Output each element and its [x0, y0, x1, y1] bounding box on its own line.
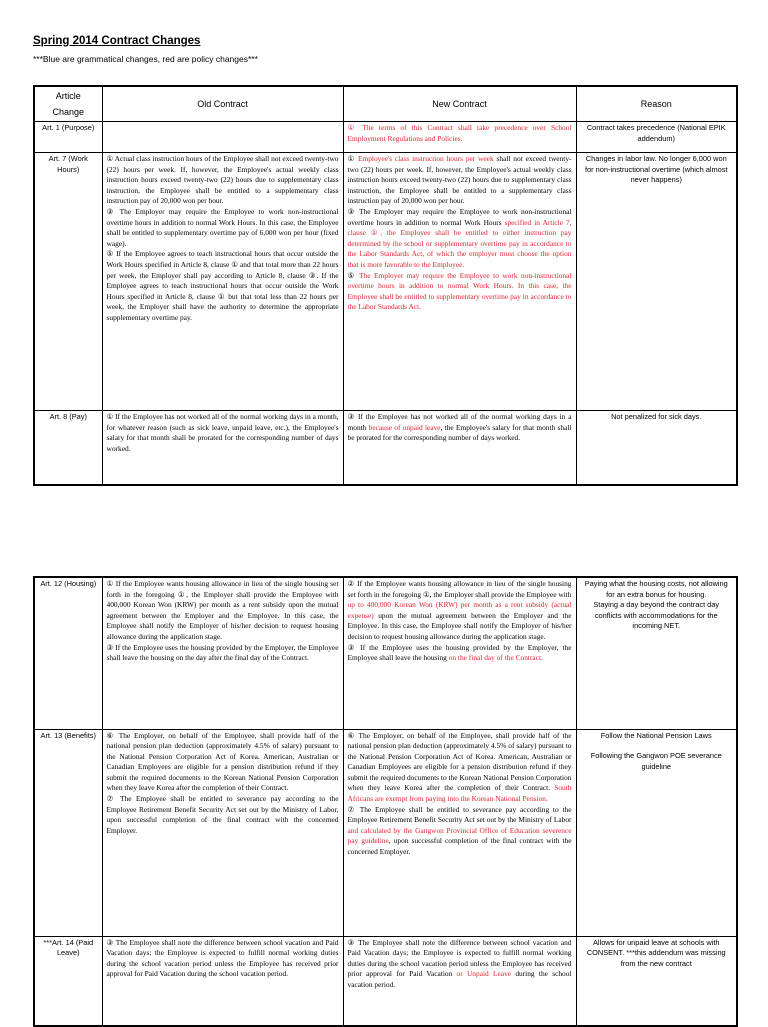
clause: ③ If the Employee uses the housing provided by the Employer, the Employee shall leave the housing on the day after the final day of the Contract. — [106, 642, 339, 663]
contract-changes-table-1 — [33, 85, 738, 486]
clause — [348, 805, 572, 858]
policy-change-text: The Employer may require the Employee to work non-instructional overtime hours in addition to normal Work Hours. In this case, the Employee shall be entitled to supplementary overtime pay in accordance to the Labor Standards Act. — [347, 270, 572, 312]
clause: ⑤ If the Employee agrees to teach instructional hours that occur outside the Work Hours specified in Article 8, clause ① and that total more than 22 hours per week, the Employer shall pay according to Article 8, clause ③. If the Employee agrees to teach instructional hours that occur outside the Work Hours specified in Article 8, clause ① but that total less than 22 hours per week, the Employer shall have the authority to determine the appropriate supplementary overtime pay. — [106, 249, 339, 322]
clause-text: shall not exceed twenty-two (22) hours per week. If, however, the Employee's actual weekly class instruction hours exceed twenty-two (22) hours due to supplementary class instruction, the Employee shall be entitled to a supplementary class instruction pay of 20,000 won per hour. — [347, 154, 572, 206]
reason-cell — [576, 729, 737, 936]
article-cell: Art. 12 (Housing) — [34, 577, 102, 729]
row-art-1 — [34, 122, 737, 153]
clause-text: ③ The Employee shall note the difference between school vacation and Paid Vacation days; the Employee is expected to fulfill normal working duties during the school vacation period unless the Employee has received prior approval for Paid Vacation — [347, 937, 572, 979]
clause-text: , the Employee's salary for that month shall be prorated for the corresponding number of days worked. — [347, 422, 572, 443]
clause-text: upon the mutual agreement between the Employer and the Employee. In this case, the Employee shall notify the Employer of his/her decision to request housing allowance during the application stage. — [347, 610, 572, 641]
color-legend-note: ***Blue are grammatical changes, red are policy changes*** — [33, 54, 258, 64]
reason-cell: Changes in labor law. No longer 6,000 won for non-instructional overtime (which almost never happens) — [576, 153, 737, 411]
reason-text: Paying what the housing costs, not allowing for an extra bonus for housing. — [584, 579, 728, 599]
old-contract-cell — [102, 153, 343, 411]
new-contract-cell — [343, 153, 576, 411]
clause — [348, 643, 572, 664]
clause-text: ② If the Employee wants housing allowance in lieu of the single housing set forth in the foregoing ①, the Employer shall provide the Employee with — [347, 579, 572, 599]
reason-cell: Allows for unpaid leave at schools with CONSENT. ***this addendum was missing from the new contract — [576, 936, 737, 1026]
header-new-contract: New Contract — [343, 86, 576, 122]
clause — [348, 207, 572, 271]
policy-change-text: or Unpaid Leave — [456, 969, 512, 979]
article-cell: Art. 13 (Benefits) — [34, 729, 102, 936]
contract-changes-table-2 — [33, 576, 738, 1027]
clause — [348, 731, 572, 805]
clause-text: ③ The Employer may require the Employee to work non-instructional overtime hours in addition to normal Work Hours — [347, 206, 572, 227]
header-reason: Reason — [576, 86, 737, 122]
reason-cell — [576, 577, 737, 729]
row-art-13 — [34, 729, 737, 936]
page-title: Spring 2014 Contract Changes — [33, 35, 201, 47]
clause-text: ⑥ The Employer, on behalf of the Employee, shall provide half of the national pension plan deduction (approximately 4.5% of salary) pursuant to the National Pension Corporation Act of Korea. American, Australian or Canadian Employees are eligible for a pension distribution refund if they submit the required documents to the Korean National Pension Corporation when they leave Korea after the completion of their Contract. — [347, 730, 572, 793]
article-cell: Art. 7 (Work Hours) — [34, 153, 102, 411]
clause: ⑥ The Employer, on behalf of the Employee, shall provide half of the national pension plan deduction (approximately 4.5% of salary) pursuant to the National Pension Corporation Act of Korea. American, Australian or Canadian Employees are eligible for a pension distribution refund if they submit the required documents to the Korean National Pension Corporation when they leave Korea after the completion of their Contract. — [106, 730, 339, 793]
new-contract-cell — [343, 729, 576, 936]
reason-cell: Contract takes precedence (National EPIK addendum) — [576, 122, 737, 153]
clause-text: , upon successful completion of the final contract with the concerned Employer. — [347, 836, 572, 857]
clause — [348, 579, 572, 643]
clause — [348, 271, 572, 313]
clause: ① If the Employee wants housing allowance in lieu of the single housing set forth in the foregoing ①, the Employer shall provide the Employee with 400,000 Korean Won (KRW) per month as a rent subsidy upon the mutual agreement between the Employer and the Employee. In this case, the Employee shall notify the Employer of his/her decision to request housing allowance during the application stage. — [106, 579, 339, 641]
old-contract-cell — [102, 122, 343, 153]
clause: ③ The Employer may require the Employee to work non-instructional overtime hours in addition to normal Work Hours. In this case, the Employee shall be entitled to supplementary overtime pay of 6,000 won per hour (fixed wage). — [106, 206, 339, 248]
clause-text: ③ If the Employee has not worked all of the normal working days in a month — [347, 412, 572, 432]
article-cell: Art. 8 (Pay) — [34, 411, 102, 485]
old-contract-cell — [102, 577, 343, 729]
clause-text: during the school vacation period. — [347, 969, 572, 989]
policy-change-text: specified in Article 7, clause ①, the Employee shall be entitled to either instruction pay determined by the school or supplementary overtime pay in accordance to the Labor Standards Act, of which the employer must choose the option that is more favorable to the Employee. — [347, 217, 572, 269]
policy-change-text: because of unpaid leave — [368, 422, 441, 432]
clause: ① Actual class instruction hours of the Employee shall not exceed twenty-two (22) hours per week. If, however, the Employee's actual weekly class instruction hours exceed twenty-two (22) hours due to supplementary class instruction, the Employee shall be entitled to a supplementary class instruction pay of 20,000 won per hour. — [106, 154, 339, 206]
row-art-8 — [34, 411, 737, 485]
new-contract-cell — [343, 936, 576, 1026]
clause-text: ⑦ The Employee shall be entitled to severance pay according to the Employee Retirement Benefit Security Act set out by the Ministry of Labor — [347, 804, 572, 825]
new-contract-cell — [343, 411, 576, 485]
reason-cell: Not penalized for sick days. — [576, 411, 737, 485]
clause-text: ① — [347, 154, 358, 163]
reason-text: Follow the National Pension Laws — [600, 730, 712, 740]
policy-change-text: and calculated by the Gangwon Provincial Office of Education severence pay guideline — [347, 825, 572, 846]
row-art-14 — [34, 936, 737, 1026]
header-old-contract: Old Contract — [102, 86, 343, 122]
clause-text: ⑤ — [347, 270, 360, 280]
reason-text: Following the Gangwon POE severance guideline — [590, 751, 722, 771]
header-article: Article Change — [34, 86, 102, 122]
clause-text: ③ If the Employee uses the housing provided by the Employer, the Employee shall leave the housing — [347, 642, 572, 663]
row-art-12 — [34, 577, 737, 729]
policy-change-text: Employee's class instruction hours per week — [357, 154, 494, 163]
policy-change-text: up to 400,000 Korean Won (KRW) per month as a rent subsidy (actual expense) — [347, 600, 572, 620]
article-cell: Art. 1 (Purpose) — [34, 122, 102, 153]
new-contract-cell: ① The terms of this Contract shall take precedence over School Employment Regulations and Policies. — [343, 122, 576, 153]
policy-change-text: South Africans are exempt from paying into the Korean National Pension. — [347, 783, 572, 804]
old-contract-cell — [102, 729, 343, 936]
header-row — [34, 86, 737, 122]
reason-text: Staying a day beyond the contract day conflicts with accommodations for the incoming NET. — [593, 600, 720, 631]
clause: ⑦ The Employee shall be entitled to severance pay according to the Employee Retirement Benefit Security Act set out by the Ministry of Labor, upon successful completion of the final contract with the concerned Employer. — [106, 794, 339, 835]
row-art-7 — [34, 153, 737, 411]
old-contract-cell: ③ The Employee shall note the difference between school vacation and Paid Vacation days; the Employee is expected to fulfill normal working duties during the school vacation period unless the Employee has received prior approval for Paid Vacation during the school vacation period. — [102, 936, 343, 1026]
old-contract-cell: ① If the Employee has not worked all of the normal working days in a month, for whatever reason (such as sick leave, unpaid leave, etc.), the Employee's salary for that month shall be prorated for the corresponding number of days worked. — [102, 411, 343, 485]
clause — [348, 154, 572, 207]
policy-change-text: on the final day of the Contract. — [448, 653, 543, 663]
new-contract-cell — [343, 577, 576, 729]
article-cell: ***Art. 14 (Paid Leave) — [34, 936, 102, 1026]
